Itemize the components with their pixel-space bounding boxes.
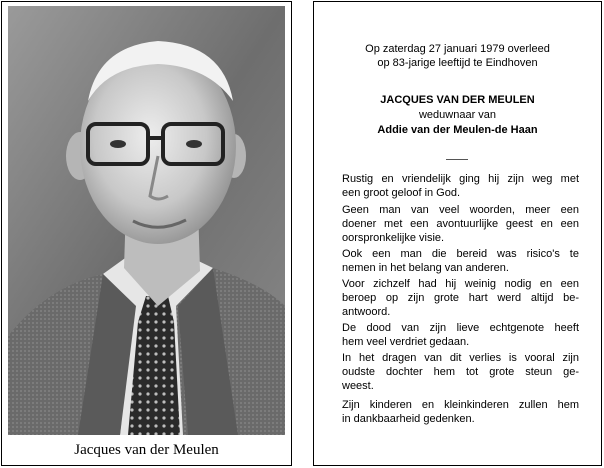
memorial-text-card	[313, 1, 602, 466]
text-line: een groot geloof in God.	[342, 187, 461, 199]
text-line: Voor zichzelf had hij weinig nodig en een	[342, 278, 579, 290]
text-line: De dood van zijn lieve echtgenote heeft	[342, 322, 579, 334]
text-line: In het dragen van dit verlies is vooral zijn	[342, 352, 579, 364]
text-line: Rustig en vriendelijk ging hij zijn weg met	[342, 173, 579, 185]
death-place-line: op 83-jarige leeftijd te Eindhoven	[377, 57, 538, 69]
text-line: antwoord.	[342, 306, 391, 318]
text-line: weest.	[342, 380, 374, 392]
spouse-name: Addie van der Meulen-de Haan	[377, 124, 538, 136]
text-line: nemen in het belang van anderen.	[342, 262, 509, 274]
deceased-name: JACQUES VAN DER MEULEN	[380, 94, 535, 106]
text-line: Zijn kinderen en kleinkinderen zullen hem	[342, 399, 579, 411]
divider	[446, 159, 468, 160]
text-line: Geen man van veel woorden, meer een	[342, 204, 579, 216]
text-line: doener met een avontuurlijke geest en een	[342, 218, 579, 230]
text-line: hem veel verdriet gedaan.	[342, 336, 470, 348]
text-line: oudste dochter hem tot grote steun ge-	[342, 366, 579, 378]
relation-line: weduwnaar van	[418, 109, 497, 121]
text-line: oorspronkelijke visie.	[342, 232, 445, 244]
portrait-photo	[8, 6, 285, 435]
photo-caption: Jacques van der Meulen	[74, 442, 219, 458]
death-date-line: Op zaterdag 27 januari 1979 overleed	[365, 43, 550, 55]
text-line: Ook een man die bereid was risico's te	[342, 248, 579, 260]
text-line: in dankbaarheid gedenken.	[342, 413, 475, 425]
text-line: beroep op zijn grote hart werd altijd be-	[342, 292, 579, 304]
portrait-card	[1, 1, 292, 466]
